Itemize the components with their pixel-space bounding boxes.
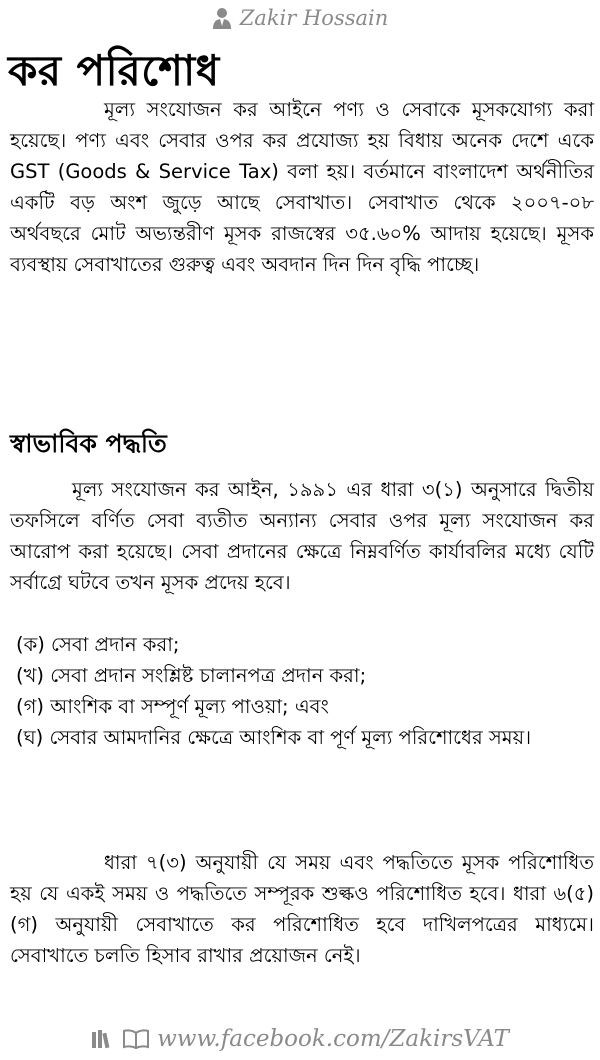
section-heading: স্বাভাবিক পদ্ধতি bbox=[10, 429, 167, 458]
person-icon bbox=[212, 7, 232, 29]
list-item: (খ) সেবা প্রদান সংশ্লিষ্ট চালানপত্র প্রদান করা; bbox=[16, 664, 367, 687]
section-paragraph-2-text: ধারা ৭(৩) অনুযায়ী যে সময় এবং পদ্ধতিতে মূসক পরিশোধিত হয় যে একই সময় ও পদ্ধতিতে সম্পূরক শুল্কও পরিশোধিত হবে। ধারা ৬(৫)(গ) অনুযায়ী সেবাখাতে কর পরিশোধিত হবে দাখিলপত্রের মাধ্যমে। সেবাখাতে চলতি হিসাব রাখার প্রয়োজন নেই। bbox=[10, 851, 594, 967]
section-paragraph-1 bbox=[10, 474, 594, 598]
page-title: কর পরিশোধ bbox=[8, 46, 220, 95]
open-book-icon bbox=[123, 1029, 149, 1049]
footer-url[interactable]: www.facebook.com/ZakirsVAT bbox=[157, 1026, 509, 1052]
conditions-list bbox=[16, 629, 594, 753]
author-name: Zakir Hossain bbox=[239, 6, 389, 30]
list-item: (ক) সেবা প্রদান করা; bbox=[16, 633, 180, 656]
footer bbox=[0, 1026, 600, 1052]
section-paragraph-2 bbox=[10, 847, 594, 971]
section-paragraph-1-text: মূল্য সংযোজন কর আইন, ১৯৯১ এর ধারা ৩(১) অনুসারে দ্বিতীয় তফসিলে বর্ণিত সেবা ব্যতীত অন্যান্য সেবার ওপর মূল্য সংযোজন কর আরোপ করা হয়েছে। সেবা প্রদানের ক্ষেত্রে নিম্নবর্ণিত কার্যাবলির মধ্যে যেটি সর্বাগ্রে ঘটবে তখন মূসক প্রদেয় হবে। bbox=[10, 478, 594, 594]
intro-text: মূল্য সংযোজন কর আইনে পণ্য ও সেবাকে মূসকযোগ্য করা হয়েছে। পণ্য এবং সেবার ওপর কর প্রযোজ্য হয় বিধায় অনেক দেশে একে GST (Goods & Service Tax) বলা হয়। বর্তমানে বাংলাদেশ অর্থনীতির একটি বড় অংশ জুড়ে আছে সেবাখাত। সেবাখাত থেকে ২০০৭-০৮ অর্থবছরে মোট অভ্যন্তরীণ মূসক রাজস্বের ৩৫.৬০% আদায় হয়েছে। মূসক ব্যবস্থায় সেবাখাতের গুরুত্ব এবং অবদান দিন দিন বৃদ্ধি পাচ্ছে। bbox=[10, 98, 594, 276]
library-icon bbox=[91, 1029, 115, 1049]
list-item: (ঘ) সেবার আমদানির ক্ষেত্রে আংশিক বা পূর্ণ মূল্য পরিশোধের সময়। bbox=[16, 726, 532, 749]
author-header bbox=[0, 6, 600, 30]
intro-paragraph bbox=[10, 94, 594, 280]
list-item: (গ) আংশিক বা সম্পূর্ণ মূল্য পাওয়া; এবং bbox=[16, 695, 329, 718]
